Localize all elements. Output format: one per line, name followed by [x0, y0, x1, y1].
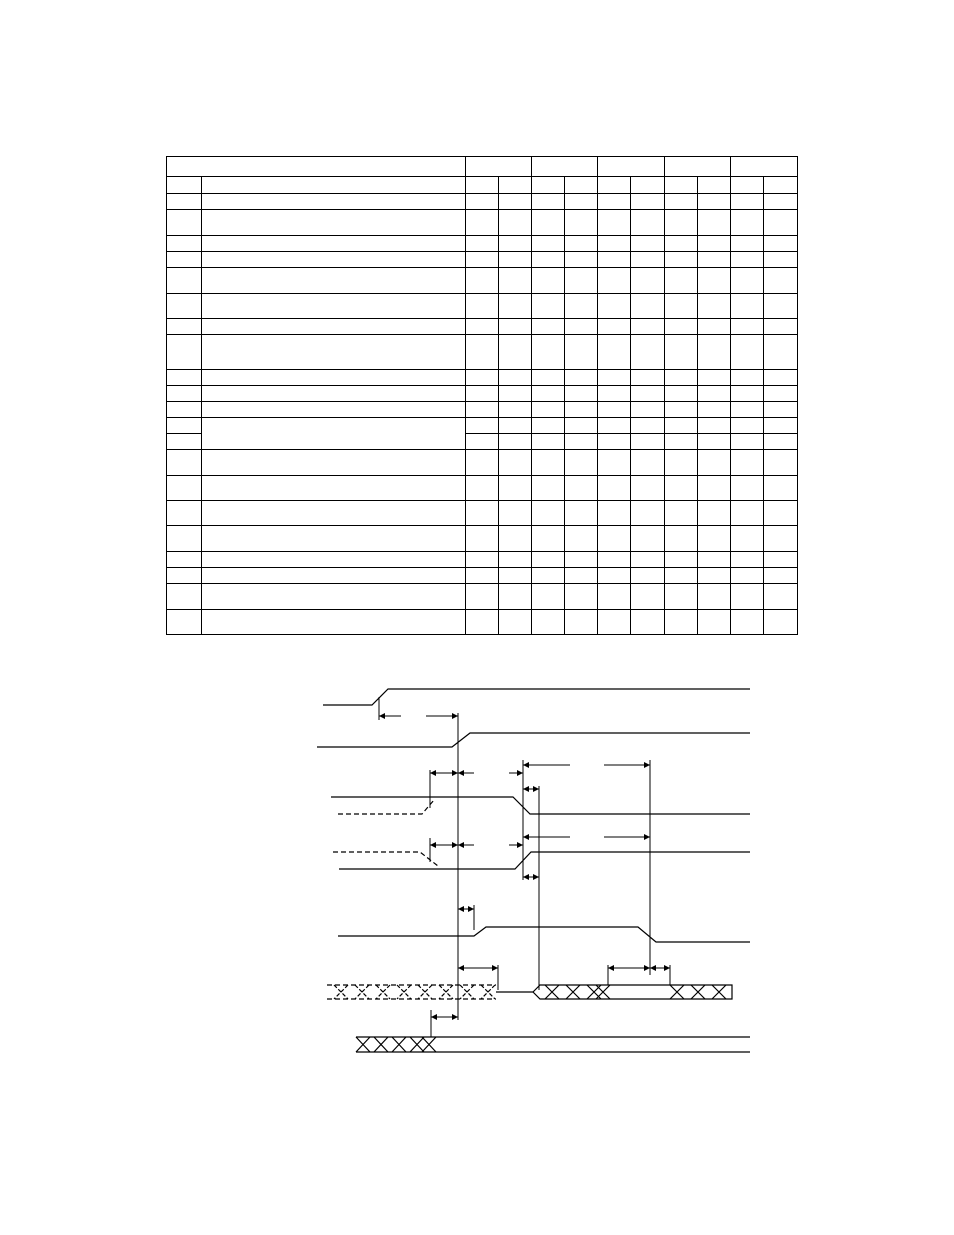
signal-2-waveform — [317, 733, 750, 747]
signal-4-waveform — [339, 852, 750, 869]
timing-arrows — [379, 716, 670, 1017]
signal-3-dashed — [338, 800, 434, 814]
timing-diagram — [0, 660, 954, 1080]
signal-4-dashed — [333, 852, 438, 866]
table-grid — [166, 156, 798, 636]
signal-1-waveform — [323, 689, 750, 705]
signal-5-waveform — [338, 927, 750, 942]
signal-3-waveform — [331, 797, 750, 814]
signal-7-bus — [356, 1037, 750, 1052]
signal-6-bus — [327, 985, 732, 999]
timing-waveforms — [0, 660, 954, 1080]
ac-characteristics-table — [166, 156, 798, 636]
